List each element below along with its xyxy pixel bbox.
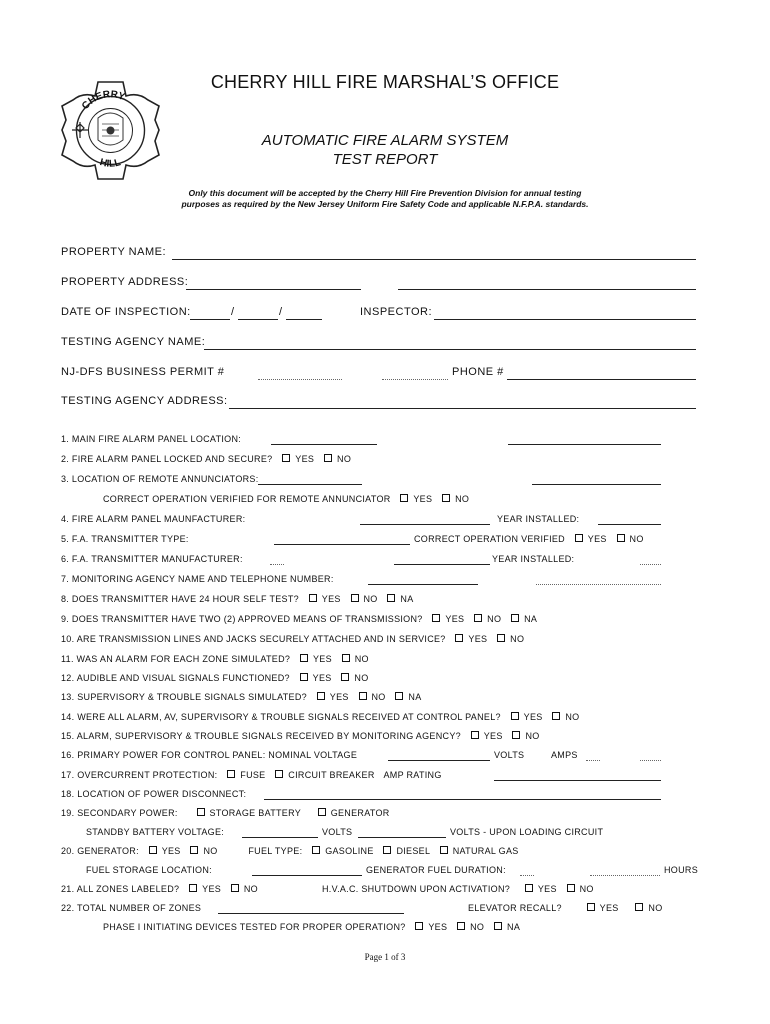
testing-agency-address-line[interactable] — [229, 408, 696, 409]
item-16-voltage-line[interactable] — [388, 760, 490, 761]
item-20-duration-label: GENERATOR FUEL DURATION: — [366, 865, 506, 875]
property-address-line-2[interactable] — [398, 289, 696, 290]
item-5-label: 5. F.A. TRANSMITTER TYPE: — [61, 534, 189, 544]
item-7-label: 7. MONITORING AGENCY NAME AND TELEPHONE NUMBER: — [61, 574, 334, 584]
item-19-generator-label: GENERATOR — [330, 808, 390, 818]
item-10-yes-label: YES — [468, 634, 488, 644]
item-11-no-label: NO — [354, 654, 369, 664]
date-separator-1: / — [231, 306, 235, 318]
item-13-yes-label: YES — [329, 692, 349, 702]
item-10-label: 10. ARE TRANSMISSION LINES AND JACKS SECURELY ATTACHED AND IN SERVICE? — [61, 634, 446, 644]
item-20-storage-label: FUEL STORAGE LOCATION: — [86, 865, 212, 875]
item-20-diesel-checkbox[interactable] — [383, 846, 391, 854]
item-21-no-checkbox[interactable] — [231, 884, 239, 892]
item-2-yes-checkbox[interactable] — [282, 454, 290, 462]
property-name-label: PROPERTY NAME: — [61, 246, 167, 258]
property-address-line[interactable] — [186, 289, 361, 290]
item-8-no-label: NO — [363, 594, 378, 604]
item-2-row — [61, 454, 351, 464]
item-8-no-checkbox[interactable] — [351, 594, 359, 602]
item-20-yes-checkbox[interactable] — [149, 846, 157, 854]
item-21-hvac-label: H.V.A.C. SHUTDOWN UPON ACTIVATION? — [322, 884, 511, 894]
item-21-label: 21. ALL ZONES LABELED? — [61, 884, 180, 894]
item-3b-yes-label: YES — [413, 494, 433, 504]
item-8-label: 8. DOES TRANSMITTER HAVE 24 HOUR SELF TEST? — [61, 594, 299, 604]
item-22-phase-no-checkbox[interactable] — [457, 922, 465, 930]
item-18-label: 18. LOCATION OF POWER DISCONNECT: — [61, 789, 247, 799]
item-15-yes-label: YES — [483, 731, 503, 741]
item-17-fuse-checkbox[interactable] — [227, 770, 235, 778]
property-name-line[interactable] — [172, 259, 696, 260]
item-6-line-2[interactable] — [394, 564, 490, 565]
item-13-yes-checkbox[interactable] — [317, 692, 325, 700]
inspector-line[interactable] — [434, 319, 696, 320]
report-subtitle-line2: TEST REPORT — [332, 151, 438, 168]
item-19-label: 19. SECONDARY POWER: — [61, 808, 178, 818]
item-9-row — [61, 614, 537, 624]
item-22-label: 22. TOTAL NUMBER OF ZONES — [61, 903, 202, 913]
item-19-loading-line[interactable] — [358, 837, 446, 838]
item-5-verified-label: CORRECT OPERATION VERIFIED — [414, 534, 565, 544]
item-13-na-label: NA — [408, 692, 422, 702]
business-permit-line-2[interactable] — [382, 379, 448, 380]
item-11-label: 11. WAS AN ALARM FOR EACH ZONE SIMULATED? — [61, 654, 291, 664]
seal-text-top: CHERRY — [79, 89, 127, 112]
item-22-elevator-row — [468, 903, 663, 913]
item-12-yes-label: YES — [312, 673, 332, 683]
item-18-line[interactable] — [264, 799, 661, 800]
item-9-label: 9. DOES TRANSMITTER HAVE TWO (2) APPROVED MEANS OF TRANSMISSION? — [61, 614, 423, 624]
notice-line2: purposes as required by the New Jersey Uniform Fire Safety Code and applicable N.F.P.A. standards. — [181, 199, 589, 209]
item-17-breaker-checkbox[interactable] — [275, 770, 283, 778]
item-3b-label: CORRECT OPERATION VERIFIED FOR REMOTE ANNUNCIATOR — [103, 494, 391, 504]
notice-line1: Only this document will be accepted by the Cherry Hill Fire Prevention Division for annual testing — [188, 188, 582, 198]
item-14-yes-label: YES — [523, 712, 543, 722]
item-5-yes-label: YES — [587, 534, 607, 544]
item-4-year-line[interactable] — [598, 524, 661, 525]
item-13-label: 13. SUPERVISORY & TROUBLE SIGNALS SIMULATED? — [61, 692, 307, 702]
item-20-hours-label: HOURS — [664, 865, 699, 875]
item-5-yes-checkbox[interactable] — [575, 534, 583, 542]
item-9-na-checkbox[interactable] — [511, 614, 519, 622]
item-20-duration-line[interactable] — [520, 875, 534, 876]
item-6-year-line[interactable] — [640, 564, 661, 565]
date-month-line[interactable] — [190, 319, 230, 320]
item-8-yes-label: YES — [321, 594, 341, 604]
item-15-no-label: NO — [525, 731, 540, 741]
item-2-yes-label: YES — [295, 454, 315, 464]
item-8-yes-checkbox[interactable] — [309, 594, 317, 602]
seal-text-bottom: HILL — [98, 157, 122, 170]
item-13-row — [61, 692, 422, 702]
item-20-row — [61, 846, 519, 856]
item-22-phase-no-label: NO — [470, 922, 485, 932]
item-20-no-checkbox[interactable] — [190, 846, 198, 854]
item-10-row — [61, 634, 524, 644]
date-of-inspection-label: DATE OF INSPECTION: — [61, 306, 191, 318]
inspector-label: INSPECTOR: — [360, 306, 433, 318]
item-17-amp-rating-label: AMP RATING — [383, 770, 442, 780]
item-21-yes-label: YES — [202, 884, 222, 894]
item-21-hvac-yes-label: YES — [537, 884, 557, 894]
item-15-row — [61, 731, 540, 741]
item-19-battery-label: STORAGE BATTERY — [209, 808, 301, 818]
item-22-phase-row — [103, 922, 520, 932]
item-1-label: 1. MAIN FIRE ALARM PANEL LOCATION: — [61, 434, 242, 444]
date-year-line[interactable] — [286, 319, 322, 320]
item-2-no-label: NO — [337, 454, 352, 464]
item-3-line[interactable] — [258, 484, 362, 485]
item-16-label: 16. PRIMARY POWER FOR CONTROL PANEL: NOMINAL VOLTAGE — [61, 750, 358, 760]
item-10-no-label: NO — [510, 634, 525, 644]
item-20-natural-gas-checkbox[interactable] — [440, 846, 448, 854]
item-19-standby-label: STANDBY BATTERY VOLTAGE: — [86, 827, 225, 837]
item-12-yes-checkbox[interactable] — [300, 673, 308, 681]
item-19-standby-line[interactable] — [242, 837, 318, 838]
item-13-no-label: NO — [371, 692, 386, 702]
item-22-phase-yes-label: YES — [428, 922, 448, 932]
item-22-elevator-no-checkbox[interactable] — [635, 903, 643, 911]
item-22-phase-label: PHASE I INITIATING DEVICES TESTED FOR PROPER OPERATION? — [103, 922, 406, 932]
phone-line[interactable] — [507, 379, 696, 380]
item-10-yes-checkbox[interactable] — [455, 634, 463, 642]
item-17-row — [61, 770, 442, 780]
item-12-no-checkbox[interactable] — [341, 673, 349, 681]
item-19-row — [61, 808, 390, 818]
item-8-na-checkbox[interactable] — [387, 594, 395, 602]
item-21-hvac-yes-checkbox[interactable] — [525, 884, 533, 892]
item-14-no-label: NO — [565, 712, 580, 722]
item-5-no-label: NO — [629, 534, 644, 544]
business-permit-label: NJ-DFS BUSINESS PERMIT # — [61, 366, 225, 378]
item-20-gasoline-checkbox[interactable] — [312, 846, 320, 854]
item-6-line[interactable] — [270, 564, 284, 565]
item-16-amps-line-2[interactable] — [640, 760, 661, 761]
business-permit-line[interactable] — [258, 379, 342, 380]
page-number: Page 1 of 3 — [364, 952, 406, 962]
item-11-no-checkbox[interactable] — [342, 654, 350, 662]
date-separator-2: / — [279, 306, 283, 318]
item-14-no-checkbox[interactable] — [552, 712, 560, 720]
office-title: CHERRY HILL FIRE MARSHAL’S OFFICE — [210, 72, 560, 92]
item-22-elevator-yes-checkbox[interactable] — [587, 903, 595, 911]
item-14-row — [61, 712, 579, 722]
item-12-row — [61, 673, 369, 683]
item-16-amps-label: AMPS — [551, 750, 578, 760]
item-22-elevator-no-label: NO — [648, 903, 663, 913]
item-22-phase-na-checkbox[interactable] — [494, 922, 502, 930]
report-subtitle-line1: AUTOMATIC FIRE ALARM SYSTEM — [261, 132, 509, 149]
item-19-generator-checkbox[interactable] — [318, 808, 326, 816]
item-3b-yes-checkbox[interactable] — [400, 494, 408, 502]
item-20-yes-label: YES — [161, 846, 181, 856]
item-14-yes-checkbox[interactable] — [511, 712, 519, 720]
item-7-line[interactable] — [368, 584, 478, 585]
item-21-hvac-row — [322, 884, 594, 894]
item-20-diesel-label: DIESEL — [396, 846, 430, 856]
item-9-yes-label: YES — [445, 614, 465, 624]
item-13-na-checkbox[interactable] — [395, 692, 403, 700]
item-15-label: 15. ALARM, SUPERVISORY & TROUBLE SIGNALS RECEIVED BY MONITORING AGENCY? — [61, 731, 461, 741]
item-19-loading-label: VOLTS - UPON LOADING CIRCUIT — [450, 827, 604, 837]
item-20-no-label: NO — [203, 846, 218, 856]
item-17-amp-rating-line[interactable] — [494, 780, 661, 781]
date-day-line[interactable] — [238, 319, 278, 320]
testing-agency-name-line[interactable] — [204, 349, 696, 350]
item-3b-no-checkbox[interactable] — [442, 494, 450, 502]
item-20-label: 20. GENERATOR: — [61, 846, 139, 856]
item-12-no-label: NO — [354, 673, 369, 683]
item-16-amps-line[interactable] — [586, 760, 600, 761]
item-15-yes-checkbox[interactable] — [471, 731, 479, 739]
item-9-no-checkbox[interactable] — [474, 614, 482, 622]
item-20-fuel-type-label: FUEL TYPE: — [248, 846, 303, 856]
item-9-na-label: NA — [524, 614, 538, 624]
property-address-label: PROPERTY ADDRESS: — [61, 276, 189, 288]
item-17-label: 17. OVERCURRENT PROTECTION: — [61, 770, 218, 780]
item-3b-no-label: NO — [455, 494, 470, 504]
item-2-label: 2. FIRE ALARM PANEL LOCKED AND SECURE? — [61, 454, 273, 464]
item-11-row — [61, 654, 369, 664]
item-16-volts-label: VOLTS — [494, 750, 525, 760]
item-17-breaker-label: CIRCUIT BREAKER — [288, 770, 375, 780]
item-8-na-label: NA — [400, 594, 414, 604]
item-1-line[interactable] — [271, 444, 377, 445]
item-20-storage-line[interactable] — [252, 875, 362, 876]
item-12-label: 12. AUDIBLE AND VISUAL SIGNALS FUNCTIONED? — [61, 673, 290, 683]
item-14-label: 14. WERE ALL ALARM, AV, SUPERVISORY & TROUBLE SIGNALS RECEIVED AT CONTROL PANEL? — [61, 712, 501, 722]
item-22-elevator-label: ELEVATOR RECALL? — [468, 903, 562, 913]
item-9-yes-checkbox[interactable] — [432, 614, 440, 622]
item-3-line-2[interactable] — [532, 484, 661, 485]
item-1-line-2[interactable] — [508, 444, 661, 445]
testing-agency-name-label: TESTING AGENCY NAME: — [61, 336, 206, 348]
item-4-line[interactable] — [360, 524, 490, 525]
item-5-line[interactable] — [274, 544, 410, 545]
item-3b-row — [103, 494, 469, 504]
item-5-row — [414, 534, 644, 544]
item-21-no-label: NO — [243, 884, 258, 894]
item-11-yes-checkbox[interactable] — [300, 654, 308, 662]
item-9-no-label: NO — [487, 614, 502, 624]
item-17-fuse-label: FUSE — [240, 770, 266, 780]
item-19-battery-checkbox[interactable] — [197, 808, 205, 816]
item-20-gasoline-label: GASOLINE — [325, 846, 374, 856]
item-21-row — [61, 884, 258, 894]
item-11-yes-label: YES — [313, 654, 332, 664]
item-15-no-checkbox[interactable] — [512, 731, 520, 739]
item-21-hvac-no-label: NO — [579, 884, 594, 894]
item-7-line-2[interactable] — [536, 584, 661, 585]
item-21-hvac-no-checkbox[interactable] — [567, 884, 575, 892]
item-20-natural-gas-label: NATURAL GAS — [452, 846, 519, 856]
item-4-label: 4. FIRE ALARM PANEL MAUNFACTURER: — [61, 514, 246, 524]
item-10-no-checkbox[interactable] — [497, 634, 505, 642]
item-6-label: 6. F.A. TRANSMITTER MANUFACTURER: — [61, 554, 243, 564]
item-2-no-checkbox[interactable] — [324, 454, 332, 462]
item-22-phase-yes-checkbox[interactable] — [415, 922, 423, 930]
item-22-phase-na-label: NA — [507, 922, 521, 932]
item-19-volts-label: VOLTS — [322, 827, 353, 837]
phone-label: PHONE # — [452, 366, 504, 378]
item-20-duration-line-2[interactable] — [590, 875, 660, 876]
item-5-no-checkbox[interactable] — [617, 534, 625, 542]
testing-agency-address-label: TESTING AGENCY ADDRESS: — [61, 395, 228, 407]
item-13-no-checkbox[interactable] — [359, 692, 367, 700]
item-3-label: 3. LOCATION OF REMOTE ANNUNCIATORS: — [61, 474, 259, 484]
item-22-line[interactable] — [218, 913, 404, 914]
item-6-year-label: YEAR INSTALLED: — [492, 554, 575, 564]
item-4-year-label: YEAR INSTALLED: — [497, 514, 580, 524]
item-8-row — [61, 594, 414, 604]
item-22-elevator-yes-label: YES — [599, 903, 619, 913]
item-21-yes-checkbox[interactable] — [189, 884, 197, 892]
